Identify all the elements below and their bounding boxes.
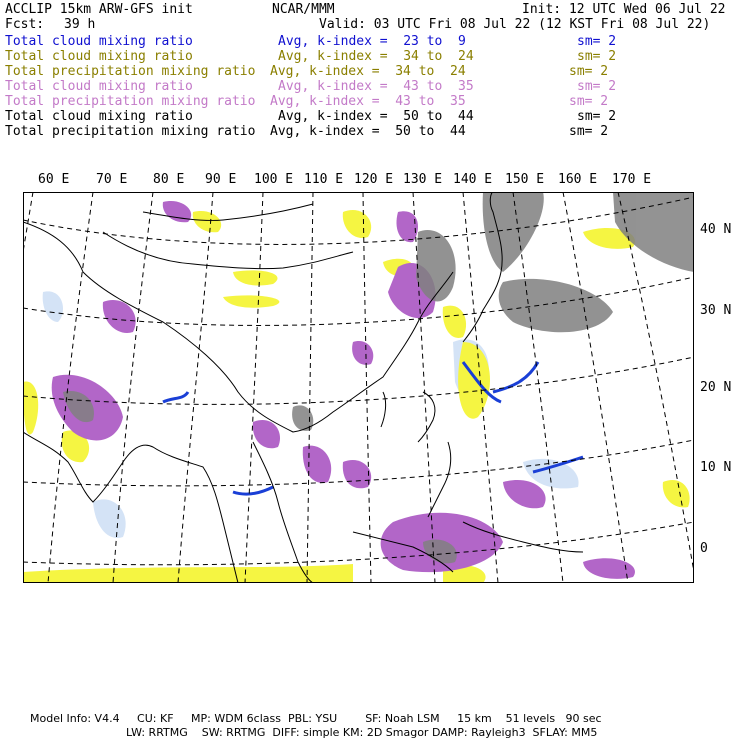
field-name-5: Total precipitation mixing ratio <box>5 94 256 109</box>
lat-label-30n: 30 N <box>700 303 732 318</box>
lon-label-70e: 70 E <box>96 172 128 187</box>
field-name-2: Total cloud mixing ratio <box>5 49 193 64</box>
field-sm-1: sm= 2 <box>577 34 617 49</box>
field-range-7: Avg, k-index = 50 to 44 <box>270 124 466 139</box>
lon-label-110e: 110 E <box>304 172 344 187</box>
forecast-map <box>23 192 694 583</box>
model-title: ACCLIP 15km ARW-GFS init <box>5 2 193 17</box>
field-name-6: Total cloud mixing ratio <box>5 109 193 124</box>
lat-label-40n: 40 N <box>700 222 732 237</box>
init-time: Init: 12 UTC Wed 06 Jul 22 <box>522 2 726 17</box>
field-range-4: Avg, k-index = 43 to 35 <box>278 79 474 94</box>
field-range-1: Avg, k-index = 23 to 9 <box>278 34 466 49</box>
physics-info-line: LW: RRTMG SW: RRTMG DIFF: simple KM: 2D Smagor DAMP: Rayleigh3 SFLAY: MM5 <box>126 726 598 739</box>
lon-label-80e: 80 E <box>153 172 185 187</box>
field-sm-3: sm= 2 <box>569 64 609 79</box>
field-range-3: Avg, k-index = 34 to 24 <box>270 64 466 79</box>
lon-label-130e: 130 E <box>403 172 443 187</box>
lon-label-150e: 150 E <box>505 172 545 187</box>
lon-label-90e: 90 E <box>205 172 237 187</box>
field-range-6: Avg, k-index = 50 to 44 <box>278 109 474 124</box>
field-range-2: Avg, k-index = 34 to 24 <box>278 49 474 64</box>
field-sm-2: sm= 2 <box>577 49 617 64</box>
field-sm-6: sm= 2 <box>577 109 617 124</box>
forecast-hour: 39 h <box>64 17 96 32</box>
field-name-7: Total precipitation mixing ratio <box>5 124 256 139</box>
lat-label-20n: 20 N <box>700 380 732 395</box>
field-sm-5: sm= 2 <box>569 94 609 109</box>
field-name-4: Total cloud mixing ratio <box>5 79 193 94</box>
lat-label-10n: 10 N <box>700 460 732 475</box>
field-name-3: Total precipitation mixing ratio <box>5 64 256 79</box>
model-info-line: Model Info: V4.4 CU: KF MP: WDM 6class PBL: YSU SF: Noah LSM 15 km 51 levels 90 sec <box>30 712 602 725</box>
lon-label-60e: 60 E <box>38 172 70 187</box>
valid-time: Valid: 03 UTC Fri 08 Jul 22 (12 KST Fri 08 Jul 22) <box>319 17 711 32</box>
field-sm-4: sm= 2 <box>577 79 617 94</box>
lon-label-160e: 160 E <box>558 172 598 187</box>
lon-label-140e: 140 E <box>453 172 493 187</box>
field-name-1: Total cloud mixing ratio <box>5 34 193 49</box>
lon-label-100e: 100 E <box>254 172 294 187</box>
lat-label-0: 0 <box>700 541 708 556</box>
field-range-5: Avg, k-index = 43 to 35 <box>270 94 466 109</box>
center-name: NCAR/MMM <box>272 2 335 17</box>
forecast-label: Fcst: <box>5 17 45 32</box>
lon-label-120e: 120 E <box>354 172 394 187</box>
field-sm-7: sm= 2 <box>569 124 609 139</box>
lon-label-170e: 170 E <box>612 172 652 187</box>
